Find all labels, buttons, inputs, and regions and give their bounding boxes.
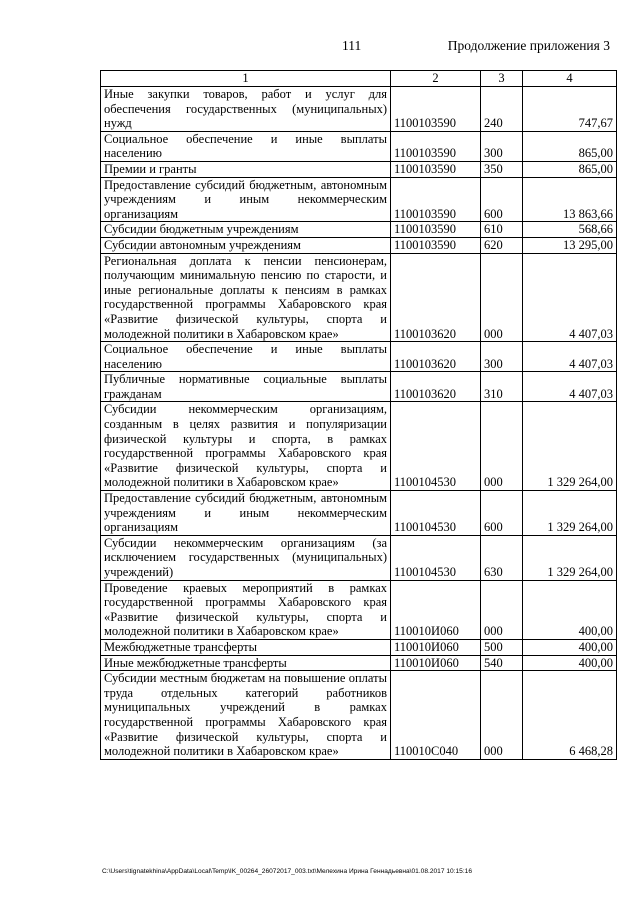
row-name: Премии и гранты [101,161,391,177]
expense-type: 000 [481,671,523,760]
budget-table [100,70,617,760]
row-name: Предоставление субсидий бюджетным, автономным учреждениям и иным некоммерческим организациям [101,177,391,222]
table-row [101,639,617,655]
table-row [101,372,617,402]
row-name: Субсидии автономным учреждениям [101,237,391,253]
row-name: Субсидии некоммерческим организациям (за исключением государственных (муниципальных) учреждений) [101,535,391,580]
expense-type: 000 [481,580,523,639]
expense-type: 300 [481,342,523,372]
expense-type: 350 [481,161,523,177]
table-row [101,491,617,536]
target-code: 110010И060 [391,580,481,639]
amount: 13 295,00 [523,237,617,253]
amount: 4 407,03 [523,342,617,372]
expense-type: 310 [481,372,523,402]
expense-type: 610 [481,222,523,238]
amount: 400,00 [523,639,617,655]
target-code: 1100104530 [391,402,481,491]
file-path-footer: C:\Users\tignatekhina\AppData\Local\Temp\IK_00264_26072017_003.txt\Мелехина Ирина Геннадьевна\01.08.2017 10:15:16 [102,868,473,875]
table-row [101,131,617,161]
amount: 4 407,03 [523,253,617,342]
table-row [101,177,617,222]
column-header: 4 [523,71,617,87]
continuation-label: Продолжение приложения 3 [447,38,610,53]
amount: 568,66 [523,222,617,238]
target-code: 1100103620 [391,253,481,342]
target-code: 1100103590 [391,131,481,161]
row-name: Предоставление субсидий бюджетным, автономным учреждениям и иным некоммерческим организациям [101,491,391,536]
expense-type: 620 [481,237,523,253]
amount: 1 329 264,00 [523,535,617,580]
table-row [101,237,617,253]
table-row [101,222,617,238]
column-header: 2 [391,71,481,87]
target-code: 1100103590 [391,161,481,177]
target-code: 1100103590 [391,222,481,238]
target-code: 110010И060 [391,639,481,655]
column-header: 3 [481,71,523,87]
row-name: Публичные нормативные социальные выплаты гражданам [101,372,391,402]
row-name: Иные закупки товаров, работ и услуг для обеспечения государственных (муниципальных) нужд [101,87,391,132]
expense-type: 000 [481,253,523,342]
expense-type: 600 [481,177,523,222]
amount: 400,00 [523,655,617,671]
table-row [101,671,617,760]
expense-type: 240 [481,87,523,132]
amount: 1 329 264,00 [523,402,617,491]
expense-type: 630 [481,535,523,580]
table-row [101,535,617,580]
target-code: 1100103620 [391,372,481,402]
expense-type: 000 [481,402,523,491]
amount: 4 407,03 [523,372,617,402]
target-code: 1100103590 [391,177,481,222]
target-code: 1100103590 [391,87,481,132]
column-number-row [101,71,617,87]
page-number: 111 [342,38,362,53]
target-code: 1100104530 [391,491,481,536]
column-header: 1 [101,71,391,87]
expense-type: 300 [481,131,523,161]
amount: 1 329 264,00 [523,491,617,536]
row-name: Субсидии местным бюджетам на повышение оплаты труда отдельных категорий работников муниципальных учреждений в рамках государственной программы Хабаровского края «Развитие физической культуры, спорта и молодежной политики в Хабаровском крае» [101,671,391,760]
amount: 400,00 [523,580,617,639]
row-name: Проведение краевых мероприятий в рамках государственной программы Хабаровского края «Развитие физической культуры, спорта и молодежной политики в Хабаровском крае» [101,580,391,639]
row-name: Субсидии бюджетным учреждениям [101,222,391,238]
table-row [101,87,617,132]
row-name: Региональная доплата к пенсии пенсионерам, получающим минимальную пенсию по старости, и иные региональные доплаты к пенсиям в рамках государственной программы Хабаровского края «Развитие физической культуры, спорта и молодежной политики в Хабаровском крае» [101,253,391,342]
table-row [101,253,617,342]
row-name: Межбюджетные трансферты [101,639,391,655]
expense-type: 600 [481,491,523,536]
table-row [101,342,617,372]
target-code: 1100103590 [391,237,481,253]
row-name: Субсидии некоммерческим организациям, созданным в целях развития и популяризации физической культуры и спорта, в рамках государственной программы Хабаровского края «Развитие физической культуры, спорта и молодежной политики в Хабаровском крае» [101,402,391,491]
amount: 865,00 [523,131,617,161]
target-code: 110010И060 [391,655,481,671]
table-row [101,161,617,177]
amount: 13 863,66 [523,177,617,222]
table-row [101,655,617,671]
table-row [101,580,617,639]
row-name: Иные межбюджетные трансферты [101,655,391,671]
row-name: Социальное обеспечение и иные выплаты населению [101,131,391,161]
expense-type: 500 [481,639,523,655]
target-code: 110010С040 [391,671,481,760]
table-row [101,402,617,491]
target-code: 1100104530 [391,535,481,580]
amount: 865,00 [523,161,617,177]
amount: 747,67 [523,87,617,132]
expense-type: 540 [481,655,523,671]
row-name: Социальное обеспечение и иные выплаты населению [101,342,391,372]
target-code: 1100103620 [391,342,481,372]
amount: 6 468,28 [523,671,617,760]
